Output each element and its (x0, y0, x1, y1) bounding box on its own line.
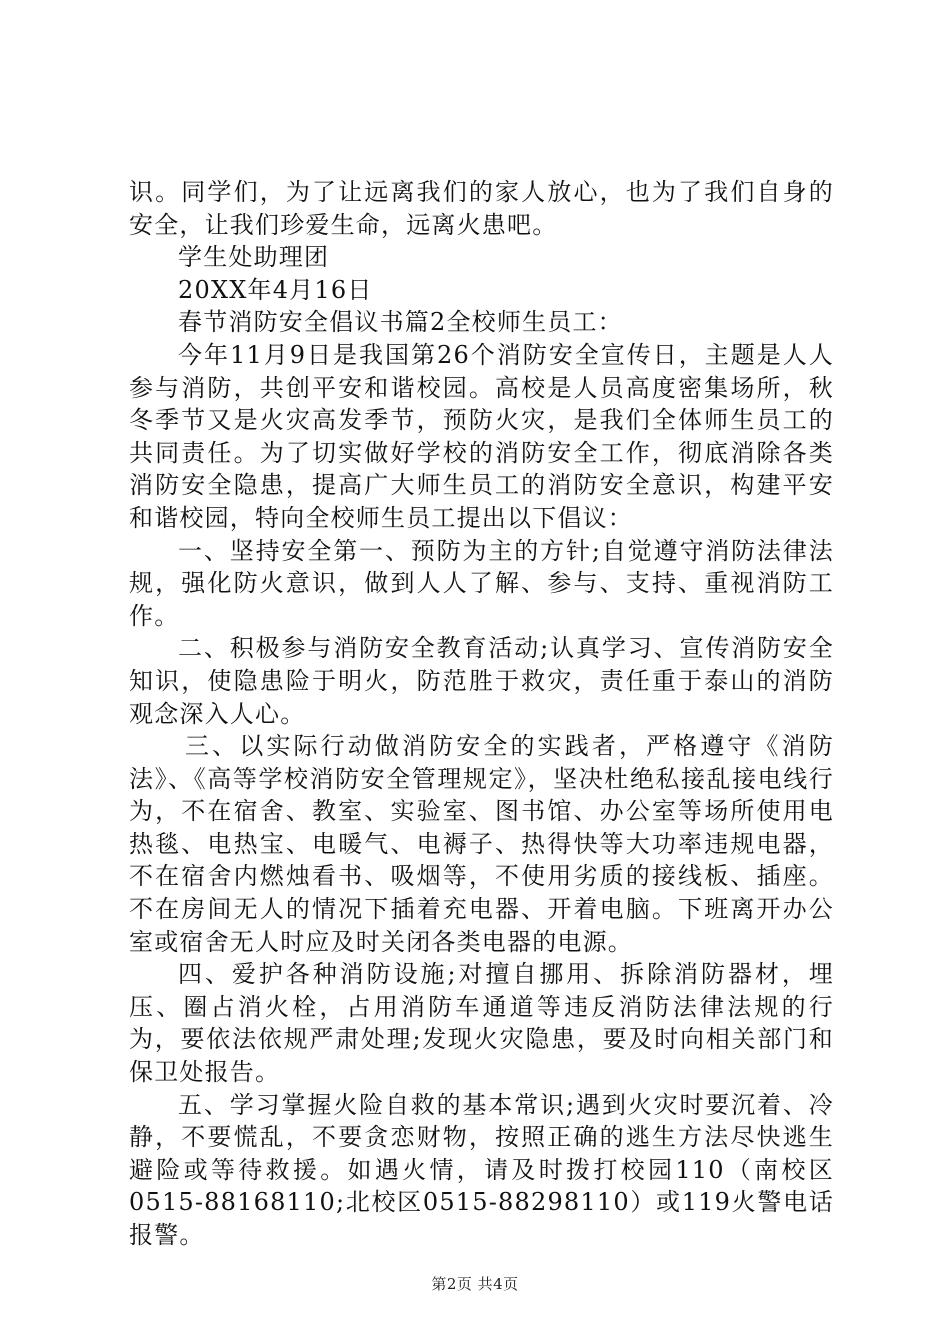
page-number-footer: 第2页 共4页 (431, 1275, 519, 1293)
paragraph-intro: 今年11月9日是我国第26个消防安全宣传日，主题是人人参与消防，共创平安和谐校园。高校是人员高度密集场所，秋冬季节又是火灾高发季节，预防火灾，是我们全体师生员工的共同责任。为了切实做好学校的消防安全工作，彻底消除各类消防安全隐患，提高广大师生员工的消防安全意识，构建平安和谐校园，特向全校师生员工提出以下倡议： (129, 340, 834, 532)
paragraph-item-2: 二、积极参与消防安全教育活动;认真学习、宣传消防安全知识，使隐患险于明火，防范胜于救灾，责任重于泰山的消防观念深入人心。 (129, 634, 834, 728)
signature-organization: 学生处助理团 (178, 243, 330, 272)
signature-date: 20XX年4月16日 (178, 275, 373, 304)
paragraph-item-4: 四、爱护各种消防设施;对擅自挪用、拆除消防器材，埋压、圈占消火栓，占用消防车通道等违反消防法律法规的行为，要依法依规严肃处理;发现火灾隐患，要及时向相关部门和保卫处报告。 (129, 960, 834, 1087)
paragraph-item-5: 五、学习掌握火险自救的基本常识;遇到火灾时要沉着、冷静，不要慌乱，不要贪恋财物，按照正确的逃生方法尽快逃生避险或等待救援。如遇火情，请及时拨打校园110（南校区0515-88168110;北校区0515-88298110）或119火警电话报警。 (129, 1090, 834, 1249)
paragraph-closing: 识。同学们，为了让远离我们的家人放心，也为了我们自身的安全，让我们珍爱生命，远离火患吧。 (129, 178, 834, 239)
paragraph-item-3: 三、以实际行动做消防安全的实践者，严格遵守《消防法》、《高等学校消防安全管理规定》，坚决杜绝私接乱接电线行为，不在宿舍、教室、实验室、图书馆、办公室等场所使用电热毯、电热宝、电暖气、电褥子、热得快等大功率违规电器，不在宿舍内燃烛看书、吸烟等，不使用劣质的接线板、插座。不在房间无人的情况下插着充电器、开着电脑。下班离开办公室或宿舍无人时应及时关闭各类电器的电源。 (129, 732, 834, 956)
document-body (129, 176, 834, 1252)
section-heading: 春节消防安全倡议书篇2全校师生员工： (178, 308, 623, 337)
paragraph-item-1: 一、坚持安全第一、预防为主的方针;自觉遵守消防法律法规，强化防火意识，做到人人了解、参与、支持、重视消防工作。 (129, 536, 834, 630)
